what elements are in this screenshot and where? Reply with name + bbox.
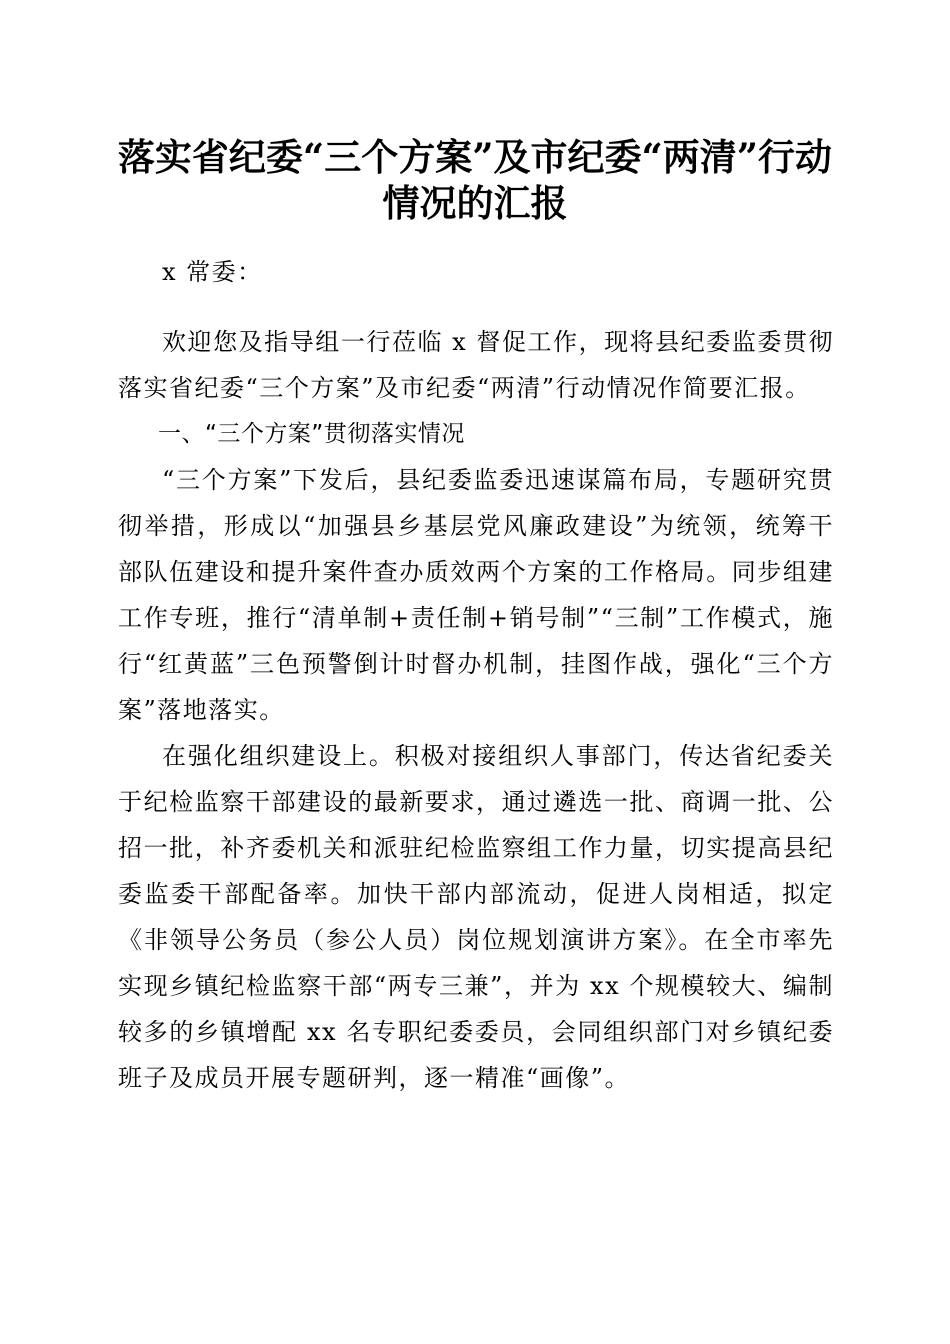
section-paragraph-2: 在强化组织建设上。积极对接组织人事部门，传达省纪委关于纪检监察干部建设的最新要求，通过遴选一批、商调一批、公招一批，补齐委机关和派驻纪检监察组工作力量，切实提高县纪委监委干部配备率。加快干部内部流动，促进人岗相适，拟定《非领导公务员（参公人员）岗位规划演讲方案》。在全市率先实现乡镇纪检监察干部“两专三兼”，并为 xx 个规模较大、编制较多的乡镇增配 xx 名专职纪委委员，会同组织部门对乡镇纪委班子及成员开展专题研判，逐一精准“画像”。 — [118, 742, 834, 1092]
document-title: 落实省纪委“三个方案”及市纪委“两清”行动情况的汇报 — [117, 135, 833, 225]
section-paragraph-1: “三个方案”下发后，县纪委监委迅速谋篇布局，专题研究贯彻举措，形成以“加强县乡基层党风廉政建设”为统领，统筹干部队伍建设和提升案件查办质效两个方案的工作格局。同步组建工作专班，推行“清单制+责任制+销号制”“三制”工作模式，施行“红黄蓝”三色预警倒计时督办机制，挂图作战，强化“三个方案”落地落实。 — [118, 466, 834, 724]
intro-paragraph: 欢迎您及指导组一行莅临 x 督促工作，现将县纪委监委贯彻落实省纪委“三个方案”及市纪委“两清”行动情况作简要汇报。 — [118, 328, 834, 402]
salutation: x 常委： — [162, 258, 263, 286]
document-body — [118, 319, 834, 1101]
section-heading: 一、“三个方案”贯彻落实情况 — [158, 421, 465, 447]
